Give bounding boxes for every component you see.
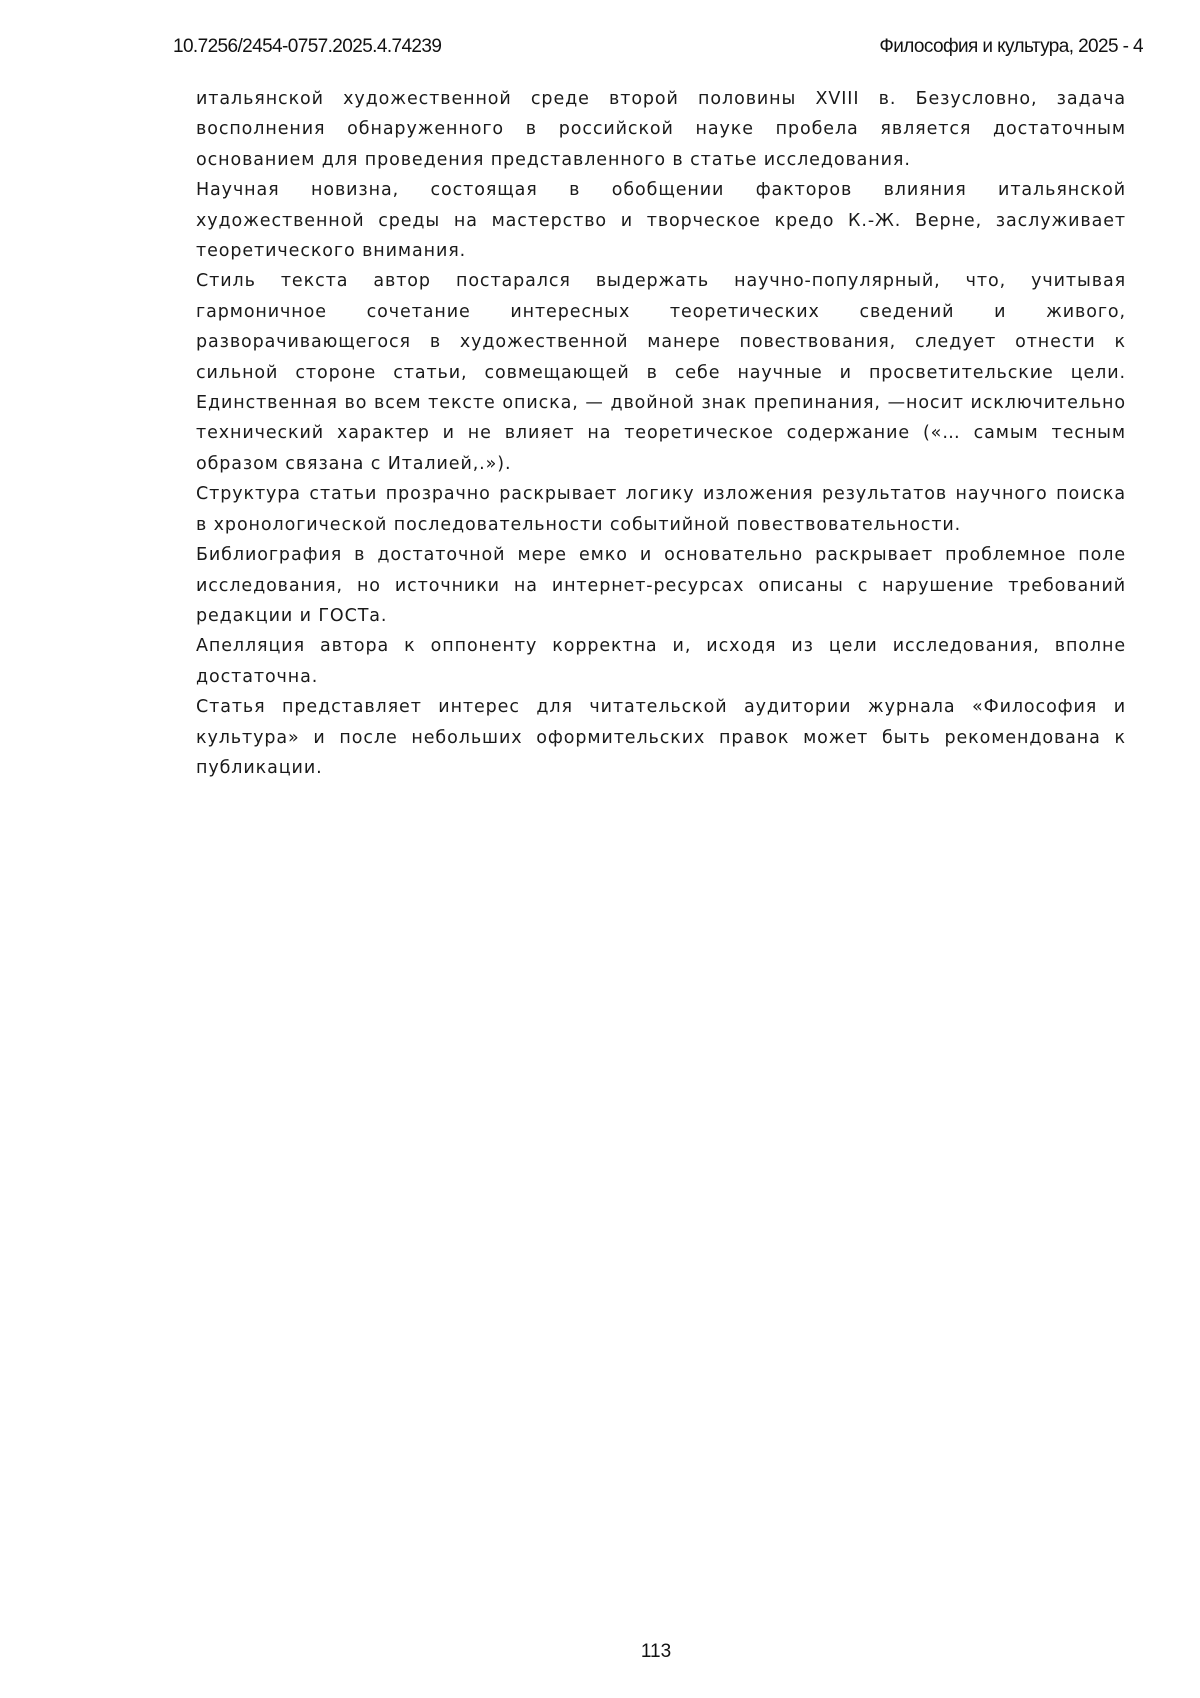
paragraph-novelty: Научная новизна, состоящая в обобщении факторов влияния итальянской художественной среды на мастерство и творческое кредо К.-Ж. Верне, заслуживает теоретического внимания. [196, 180, 1126, 262]
journal-issue-text: Философия и культура, 2025 - 4 [879, 36, 1143, 57]
paragraph-appeal: Апелляция автора к оппоненту корректна и, исходя из цели исследования, вполне достаточна. [196, 636, 1126, 687]
running-header [173, 36, 1143, 62]
doi-text: 10.7256/2454-0757.2025.4.74239 [173, 36, 442, 57]
page-number: 113 [640, 1641, 672, 1662]
paragraph-structure: Структура статьи прозрачно раскрывает логику изложения результатов научного поиска в хронологической последовательности событийной повествовательности. [196, 484, 1126, 535]
review-body [196, 84, 1126, 783]
paragraph-bibliography: Библиография в достаточной мере емко и основательно раскрывает проблемное поле исследования, но источники на интернет-ресурсах описаны с нарушение требований редакции и ГОСТа. [196, 545, 1126, 626]
paragraph-italian-milieu: итальянской художественной среде второй половины XVIII в. Безусловно, задача восполнения обнаруженного в российской науке пробела является достаточным основанием для проведения представленного в статье исследования. [196, 89, 1126, 170]
paragraph-style: Стиль текста автор постарался выдержать научно-популярный, что, учитывая гармоничное сочетание интересных теоретических сведений и живого, разворачивающегося в художественной манере повествования, следует отнести к сильной стороне статьи, совмещающей в себе научные и просветительские цели. Единственная во всем тексте описка, — двойной знак препинания, —носит исключительно технический характер и не влияет на теоретическое содержание («… самым тесным образом связана с Италией,.»). [196, 271, 1126, 474]
paragraph-conclusion: Статья представляет интерес для читательской аудитории журнала «Философия и культура» и после небольших оформительских правок может быть рекомендована к публикации. [196, 697, 1126, 778]
